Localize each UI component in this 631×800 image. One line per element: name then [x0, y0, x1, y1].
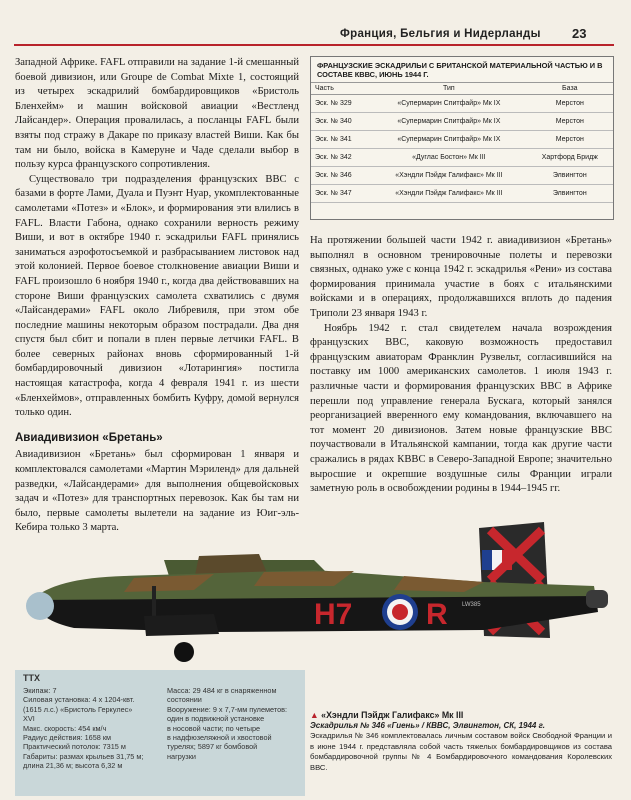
spec-line: XVI: [23, 714, 35, 724]
spec-line: Практический потолок: 7315 м: [23, 742, 126, 752]
table-cell: Эск. № 329: [311, 95, 371, 113]
spec-line: в носовой части; по четыре: [167, 723, 261, 733]
page-number: 23: [572, 26, 587, 41]
table-row: [311, 113, 613, 131]
paragraph: Авиадивизион «Бретань» был сформирован 1 января и комплектовался самолетами «Мартин Мэриленд» для дальней разведки, «Лайсандерами» для выполнения общевойсковых задач и «Потез» для транспортных перевозок. Как бы там ни было, первые самолеты вылетели на задание из Юиг-эль-Кебира только 3 марта.: [15, 449, 299, 534]
table-row: [311, 185, 613, 203]
spec-line: в надфюзеляжной и хвостовой: [167, 733, 272, 743]
table-cell: Хартфорд Бридж: [527, 149, 613, 167]
lower-nacelle: [144, 614, 219, 636]
spec-line: Экипаж: 7: [23, 686, 57, 695]
illustration-caption: [310, 710, 612, 774]
paragraph: Западной Африке. FAFL отправили на задание 1-й смешанный боевой дивизион, или Groupe de Combat Mixte 1, состоящий из четырех эскадрилий бомбардировщиков «Бристоль Бленхейм» и машин войсковой авиации «Вестленд Лайсандер». Операция провалилась, а посланцы FAFL были взяты под стражу в Дакаре по приказу властей Виши. Как бы там ни было, войска в Камеруне и Чаде сделали выбор в пользу курса французского сопротивления.: [15, 57, 299, 171]
squadron-table: [310, 56, 614, 220]
table-caption: ФРАНЦУЗСКИЕ ЭСКАДРИЛЬИ С БРИТАНСКОЙ МАТЕРИАЛЬНОЙ ЧАСТЬЮ И В СОСТАВЕ КВВС, ИЮНЬ 1944 Г.: [317, 61, 603, 79]
table-row: [311, 95, 613, 113]
table-cell: «Супермарин Спитфайр» Мк IX: [371, 131, 526, 149]
right-column: [310, 234, 612, 497]
table-header-row: [311, 83, 613, 95]
left-column: [15, 56, 299, 536]
table-cell: Мерстон: [527, 131, 613, 149]
table-row: [311, 131, 613, 149]
fin-flash-blue: [482, 550, 492, 570]
table-cell: Элвингтон: [527, 185, 613, 203]
table-row: [311, 167, 613, 185]
spec-line: один в подвижной установке: [167, 714, 265, 724]
column-header: База: [527, 83, 613, 95]
table-cell: «Дуглас Бостон» Мк III: [371, 149, 526, 167]
caption-title: [310, 710, 612, 721]
spec-line: Масса: 29 484 кг в снаряженном: [167, 686, 277, 695]
roundel-red: [392, 604, 408, 620]
table-cell: Мерстон: [527, 113, 613, 131]
table-cell: Эск. № 341: [311, 131, 371, 149]
caption-body: Эскадрилья № 346 комплектовалась личным составом войск Свободной Франции и в июне 1944 г. представляла собой часть тяжелых бомбардировщиков из состава бомбардировочной группы № 4 Бомбардировочного командования Королевских ВВС.: [310, 731, 612, 772]
specs-column-1: [23, 686, 163, 771]
table-grid: [311, 82, 613, 203]
paragraph: Существовало три подразделения французских ВВС с базами в форте Лами, Дуала и Пуэнт Нуар, укомплектованные самолетами «Потез» и «Блок», и формирования эти влились в FAFL. Власти Габона, однако сохранили верность режиму Виши, и вот в октябре 1940 г. эскадрильи FAFL принялись заниматься аэрофотосъемкой и разбрасыванием листовок над этой колонией. Первое боевое столкновение авиации Виши и FAFL произошло 6 ноября 1940 г., когда два действовавших на стороне Виши французских самолета схватились с двумя «Лайсандерами» FAFL около Либревиля, при этом обе последние машины некоторым образом пострадали. Два дня спустя был сбит и попали в плен первые летчики FAFL. В более северных районах вновь сформированный 1-й бомбардировочный дивизион «Лотарингия» постигла настоящая катастрофа, когда 4 февраля 1941 г. из шести «Бленхеймов», отправленных бомбить Куфру, домой вернулся только один.: [15, 173, 299, 419]
table-cell: «Хэндли Пэйдж Галифакс» Мк III: [371, 167, 526, 185]
specs-title: ТТХ: [23, 673, 40, 683]
serial-number: LW385: [462, 602, 481, 608]
spec-line: Габариты: размах крыльев 31,75 м;: [23, 751, 144, 761]
section-heading: Авиадивизион «Бретань»: [15, 431, 163, 444]
table-cell: Эск. № 340: [311, 113, 371, 131]
code-letters-left: H7: [314, 598, 353, 631]
column-header: Тип: [371, 83, 526, 95]
spec-line: Радиус действия: 1658 км: [23, 733, 112, 743]
specs-column-2: [167, 686, 301, 761]
table-cell: Мерстон: [527, 95, 613, 113]
specs-box: [15, 670, 305, 796]
spec-line: длина 21,36 м; высота 6,32 м: [23, 761, 123, 771]
page-header: [0, 0, 631, 46]
paragraph: Ноябрь 1942 г. стал свидетелем начала возрождения французских ВВС, каковую возможность предоставил французским авиаторам Франклин Рузвельт, согласившийся на поставку им 1000 американских самолетов. 1 июля 1943 г. различные части и формирования французских ВВС в Африке перешли под управление генерала Бускага, который занялся реорганизацией вверенного ему командования, включавшего на тот момент 20 дивизионов. Затем новые французские ВВС поучаствовали в Итальянской кампании, тогда как другие части сражались в рядах КВВС в Северо-Западной Европе; значительно выросшие и окрепшие воздушные силы Франции играли заметную роль в освобождении родины в 1944–1945 гг.: [310, 322, 612, 495]
table-cell: Элвингтон: [527, 167, 613, 185]
spec-line: нагрузки: [167, 751, 196, 761]
table-cell: «Супермарин Спитфайр» Мк IX: [371, 113, 526, 131]
spec-line: турелях; 5897 кг бомбовой: [167, 742, 258, 752]
landing-wheel: [174, 642, 194, 662]
table-cell: «Супермарин Спитфайр» Мк IX: [371, 95, 526, 113]
column-header: Часть: [311, 83, 371, 95]
spec-line: Вооружение: 9 х 7,7-мм пулеметов:: [167, 704, 288, 714]
triangle-icon: ▲: [310, 710, 319, 720]
spec-line: Макс. скорость: 454 км/ч: [23, 723, 107, 733]
nose-glazing: [26, 592, 54, 620]
table-cell: Эск. № 346: [311, 167, 371, 185]
spec-line: Силовая установка: 4 х 1204-квт.: [23, 695, 135, 705]
caption-title-text: «Хэндли Пэйдж Галифакс» Мк III: [321, 710, 464, 720]
caption-subtitle: Эскадрилья № 346 «Гиень» / КВВС, Элвингтон, СК, 1944 г.: [310, 720, 545, 730]
table-row: [311, 149, 613, 167]
tail-turret: [586, 590, 608, 608]
running-title: Франция, Бельгия и Нидерланды: [340, 28, 541, 40]
aircraft-illustration: [14, 520, 617, 670]
paragraph: На протяжении большей части 1942 г. авиадивизион «Бретань» выполнял в основном тренировочные полеты и перевозки связных, однако уже с конца 1942 г. эскадрилья «Рени» из состава формирования принимала участие в боях с итальянскими войсками и в операциях, продолжавшихся вплоть до падения Триполи 23 января 1943 г.: [310, 235, 612, 319]
header-rule: [14, 44, 614, 46]
spec-line: состоянии: [167, 695, 202, 705]
table-cell: Эск. № 342: [311, 149, 371, 167]
table-cell: «Хэндли Пэйдж Галифакс» Мк III: [371, 185, 526, 203]
table-cell: Эск. № 347: [311, 185, 371, 203]
spec-line: (1615 л.с.) «Бристоль Геркулес»: [23, 704, 133, 714]
code-letter-right: R: [426, 598, 448, 631]
